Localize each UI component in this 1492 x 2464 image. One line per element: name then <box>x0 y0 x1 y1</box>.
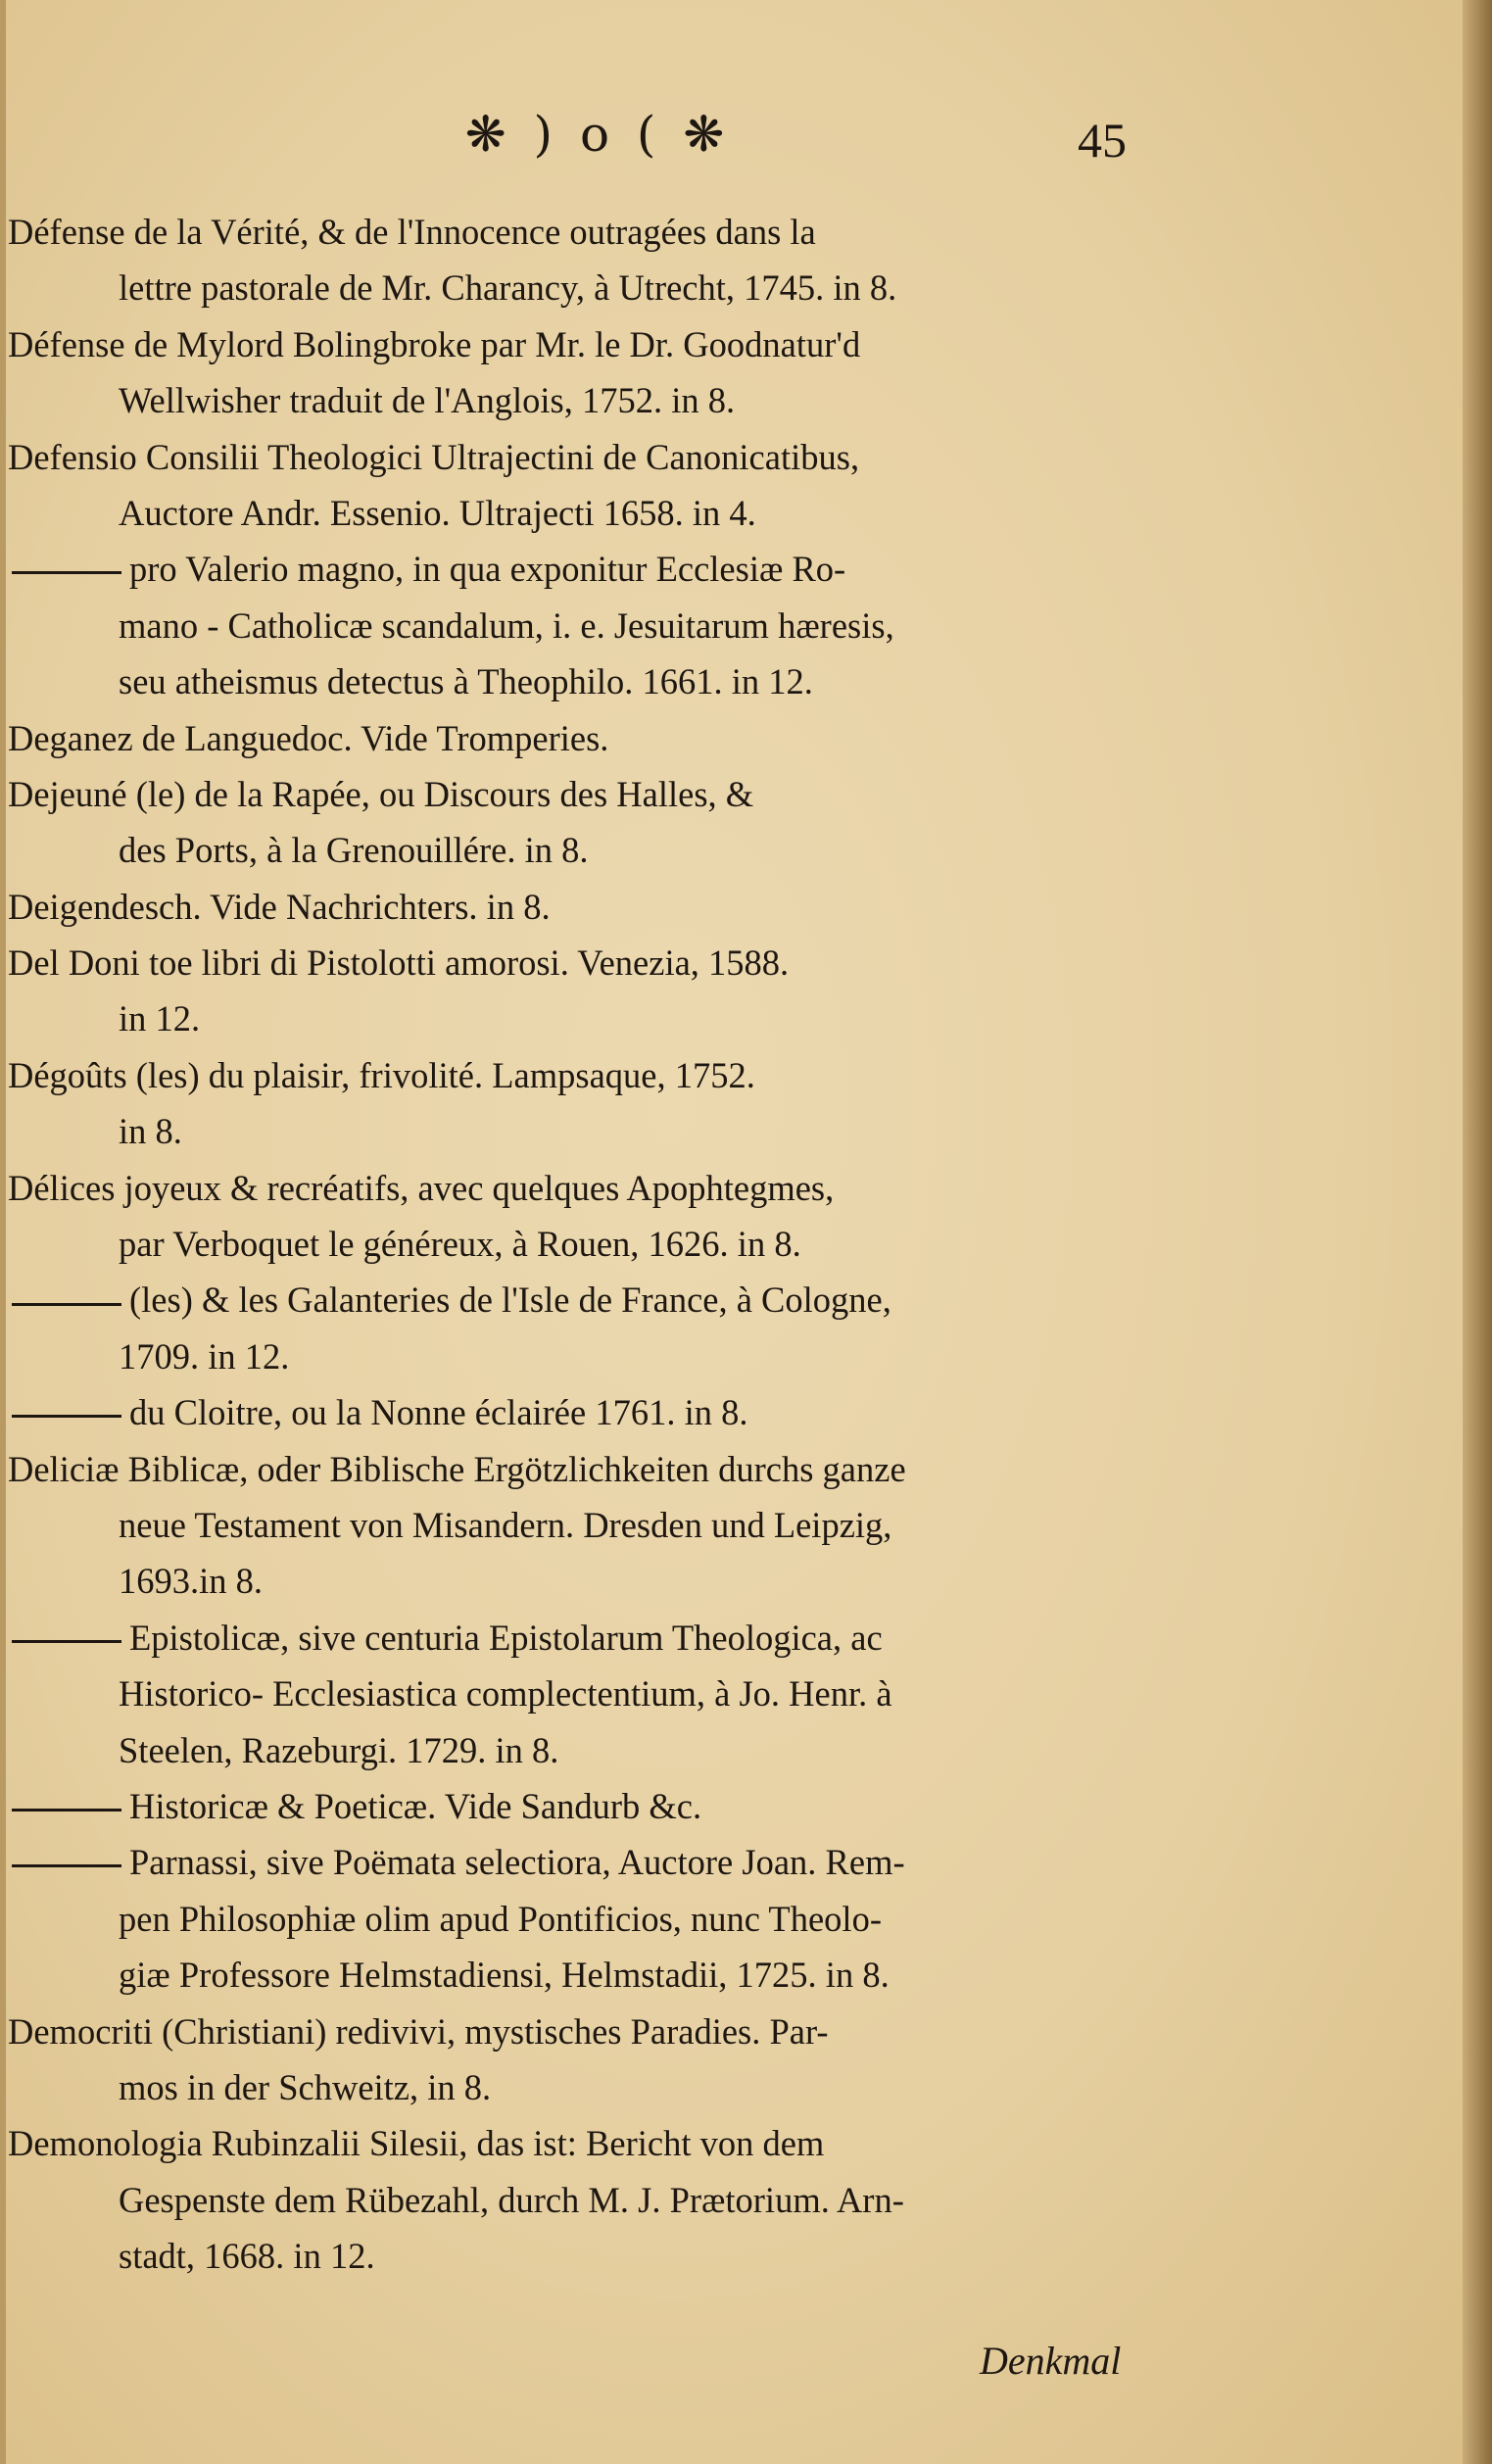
ditto-dash <box>12 1415 121 1418</box>
entry-text: Del Doni toe libri di Pistolotti amorosi. Venezia, 1588. <box>8 942 790 984</box>
entry-text: Défense de la Vérité, & de l'Innocence outragées dans la <box>8 212 816 252</box>
entry-text: Epistolicæ, sive centuria Epistolarum Theologica, ac <box>129 1617 883 1658</box>
entry-continuation-line <box>8 2059 1281 2115</box>
entry-text: Democriti (Christiani) redivivi, mystisches Paradies. Par- <box>8 2010 829 2052</box>
entry-first-line <box>8 204 1281 260</box>
entry-continuation-line <box>8 1553 1281 1609</box>
entry-text: 1693.in 8. <box>119 1561 264 1602</box>
catalog-entry <box>8 1384 1281 1440</box>
entry-continuation-line <box>8 260 1281 315</box>
entry-first-line <box>8 541 1281 597</box>
entry-text: Deganez de Languedoc. Vide Tromperies. <box>8 717 609 758</box>
entry-text: giæ Professore Helmstadiensi, Helmstadii, 1725. in 8. <box>119 1955 890 1996</box>
catalog-entry <box>8 1047 1281 1160</box>
entry-text: Deigendesch. Vide Nachrichters. in 8. <box>8 886 551 927</box>
entry-continuation-line <box>8 372 1281 428</box>
entry-text: par Verboquet le généreux, à Rouen, 1626. in 8. <box>119 1224 801 1265</box>
entry-continuation-line <box>8 822 1281 878</box>
entry-continuation-line <box>8 1216 1281 1272</box>
entry-continuation-line <box>8 598 1281 653</box>
entry-text: du Cloitre, ou la Nonne éclairée 1761. in 8. <box>129 1392 748 1433</box>
catalog-entry <box>8 1160 1281 1273</box>
entry-text: pen Philosophiæ olim apud Pontificios, nunc Theolo- <box>119 1898 882 1939</box>
entry-text: mano - Catholicæ scandalum, i. e. Jesuitarum hæresis, <box>119 604 894 646</box>
entry-continuation-line <box>8 1891 1281 1947</box>
entry-first-line <box>8 2004 1281 2059</box>
entry-text: Défense de Mylord Bolingbroke par Mr. le Dr. Goodnatur'd <box>8 323 861 364</box>
entry-text: Auctore Andr. Essenio. Ultrajecti 1658. in 4. <box>119 492 756 533</box>
catalog-entry <box>8 935 1281 1047</box>
entry-continuation-line <box>8 1103 1281 1159</box>
entry-text: Dejeuné (le) de la Rapée, ou Discours des Halles, & <box>8 773 754 814</box>
catalog-entry <box>8 1272 1281 1384</box>
entry-first-line <box>8 879 1281 935</box>
entry-continuation-line <box>8 653 1281 709</box>
entry-first-line <box>8 1610 1281 1666</box>
ditto-dash <box>12 1640 121 1643</box>
page-edge-left <box>0 0 6 2464</box>
catalog-entry <box>8 429 1281 542</box>
catalog-entry <box>8 2115 1281 2284</box>
catalog-entry <box>8 766 1281 879</box>
entry-first-line <box>8 316 1281 372</box>
entry-first-line <box>8 935 1281 990</box>
entry-text: Gespenste dem Rübezahl, durch M. J. Prætorium. Arn- <box>119 2179 904 2220</box>
entry-text: Parnassi, sive Poëmata selectiora, Auctore Joan. Rem- <box>129 1842 905 1883</box>
entry-continuation-line <box>8 1722 1281 1778</box>
catchword: Denkmal <box>980 2339 1122 2383</box>
entry-text: Demonologia Rubinzalii Silesii, das ist: Bericht von dem <box>8 2123 825 2164</box>
entry-first-line <box>8 1384 1281 1440</box>
ditto-dash <box>12 571 121 574</box>
entry-first-line <box>8 1272 1281 1328</box>
entry-continuation-line <box>8 1947 1281 2003</box>
entry-first-line <box>8 1160 1281 1216</box>
catalog-entries <box>8 204 1281 2284</box>
entry-first-line <box>8 1047 1281 1103</box>
header-ornament: ❋ ) o ( ❋ <box>464 106 731 163</box>
entry-text: Wellwisher traduit de l'Anglois, 1752. in 8. <box>119 380 736 421</box>
entry-continuation-line <box>8 2172 1281 2228</box>
ditto-dash <box>12 1809 121 1812</box>
entry-text: in 12. <box>119 998 201 1039</box>
catalog-entry <box>8 1778 1281 1834</box>
page-header <box>0 106 1492 184</box>
entry-text: Steelen, Razeburgi. 1729. in 8. <box>119 1729 559 1770</box>
entry-text: Defensio Consilii Theologici Ultrajectini de Canonicatibus, <box>8 436 860 477</box>
entry-continuation-line <box>8 1497 1281 1553</box>
entry-text: des Ports, à la Grenouillére. in 8. <box>119 830 589 871</box>
entry-text: Deliciæ Biblicæ, oder Biblische Ergötzlichkeiten durchs ganze <box>8 1448 906 1489</box>
entry-text: 1709. in 12. <box>119 1335 290 1377</box>
catalog-entry <box>8 1441 1281 1610</box>
catalog-entry <box>8 710 1281 766</box>
entry-continuation-line <box>8 1329 1281 1384</box>
entry-first-line <box>8 429 1281 485</box>
catalog-entry <box>8 204 1281 316</box>
entry-first-line <box>8 1778 1281 1834</box>
entry-text: Historico- Ecclesiastica complectentium, à Jo. Henr. à <box>119 1673 892 1715</box>
entry-text: in 8. <box>119 1111 182 1152</box>
page-edge-right <box>1463 0 1492 2464</box>
catalog-entry <box>8 541 1281 709</box>
catalog-entry <box>8 879 1281 935</box>
ditto-dash <box>12 1864 121 1867</box>
entry-text: (les) & les Galanteries de l'Isle de France, à Cologne, <box>129 1280 891 1321</box>
ditto-dash <box>12 1303 121 1306</box>
entry-first-line <box>8 766 1281 822</box>
entry-continuation-line <box>8 485 1281 541</box>
page-number: 45 <box>1078 113 1127 168</box>
entry-text: neue Testament von Misandern. Dresden und Leipzig, <box>119 1504 892 1545</box>
entry-text: Historicæ & Poeticæ. Vide Sandurb &c. <box>129 1785 702 1826</box>
entry-first-line <box>8 1441 1281 1497</box>
entry-text: seu atheismus detectus à Theophilo. 1661. in 12. <box>119 661 813 702</box>
entry-first-line <box>8 2115 1281 2171</box>
catalog-entry <box>8 1610 1281 1778</box>
entry-text: lettre pastorale de Mr. Charancy, à Utrecht, 1745. in 8. <box>119 267 897 309</box>
entry-text: mos in der Schweitz, in 8. <box>119 2066 492 2107</box>
entry-continuation-line <box>8 1666 1281 1721</box>
entry-text: pro Valerio magno, in qua exponitur Ecclesiæ Ro- <box>129 549 846 590</box>
entry-text: Dégoûts (les) du plaisir, frivolité. Lampsaque, 1752. <box>8 1054 755 1095</box>
entry-first-line <box>8 1834 1281 1890</box>
entry-continuation-line <box>8 2228 1281 2284</box>
entry-continuation-line <box>8 990 1281 1046</box>
catalog-entry <box>8 1834 1281 2003</box>
entry-text: stadt, 1668. in 12. <box>119 2236 375 2277</box>
entry-text: Délices joyeux & recréatifs, avec quelques Apophtegmes, <box>8 1167 835 1208</box>
catalog-entry <box>8 316 1281 429</box>
catalog-entry <box>8 2004 1281 2116</box>
entry-first-line <box>8 710 1281 766</box>
